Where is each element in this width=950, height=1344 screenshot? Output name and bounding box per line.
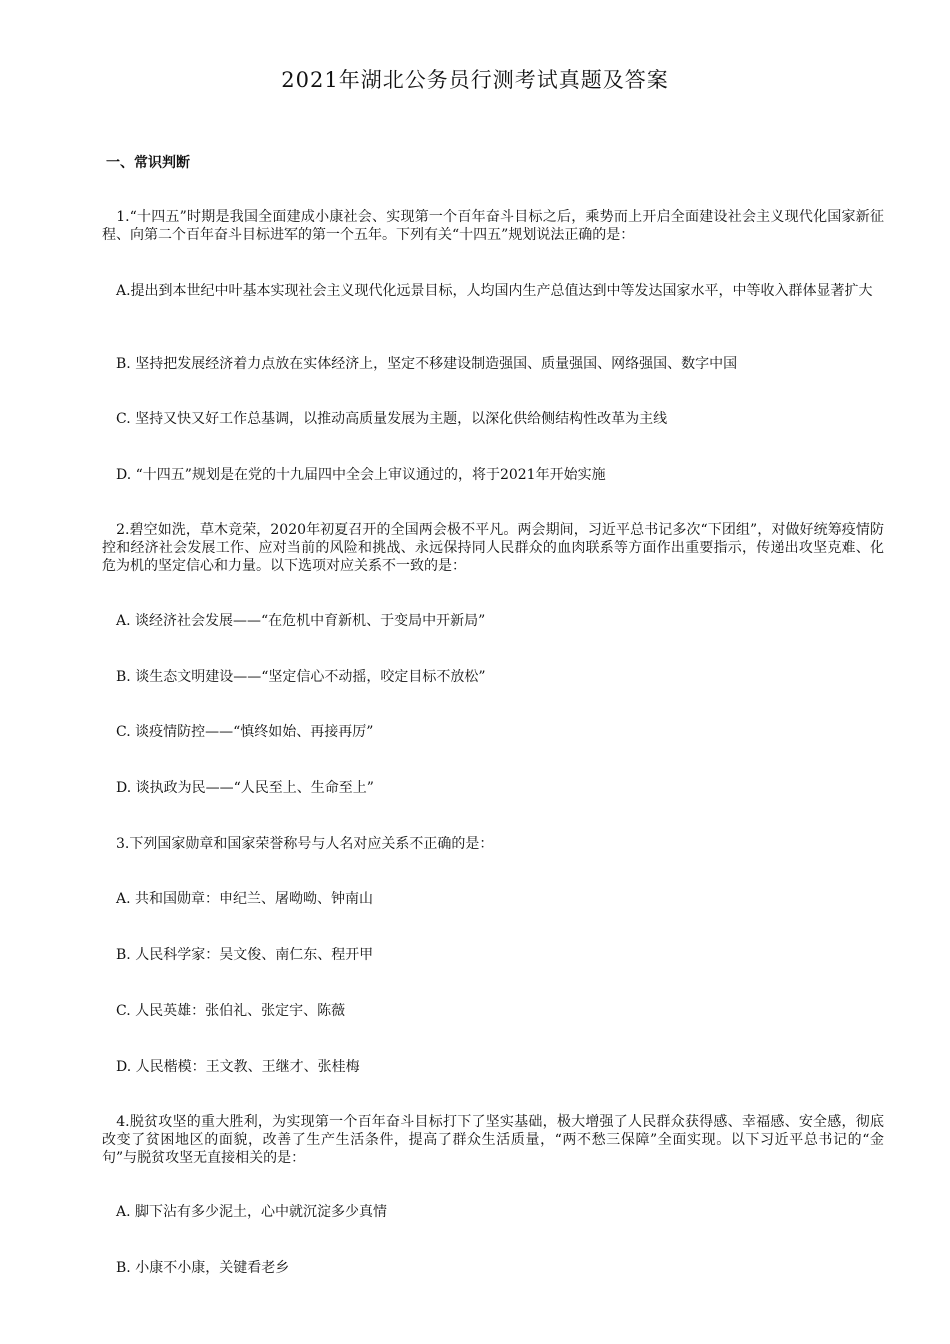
- question-1-option-a: A.提出到本世纪中叶基本实现社会主义现代化远景目标，人均国内生产总值达到中等发达国家水平，中等收入群体显著扩大: [102, 283, 873, 299]
- question-3-option-d: D. 人民楷模：王文教、王继才、张桂梅: [102, 1059, 360, 1075]
- question-4-option-a: A. 脚下沾有多少泥土，心中就沉淀多少真情: [102, 1204, 388, 1220]
- question-3-option-b: B. 人民科学家：吴文俊、南仁东、程开甲: [102, 947, 374, 963]
- question-3-option-c: C. 人民英雄：张伯礼、张定宇、陈薇: [102, 1003, 346, 1019]
- question-4-option-b: B. 小康不小康，关键看老乡: [102, 1260, 290, 1276]
- question-1-option-c: C. 坚持又快又好工作总基调，以推动高质量发展为主题，以深化供给侧结构性改革为主线: [102, 411, 668, 427]
- question-1-stem: 1.“十四五”时期是我国全面建成小康社会、实现第一个百年奋斗目标之后，乘势而上开启全面建设社会主义现代化国家新征程、向第二个百年奋斗目标进军的第一个五年。下列有关“十四五”规划说法正确的是：: [102, 209, 884, 243]
- question-3-option-a: A. 共和国勋章：申纪兰、屠呦呦、钟南山: [102, 891, 374, 907]
- question-2-option-a: A. 谈经济社会发展——“在危机中育新机、于变局中开新局”: [102, 613, 486, 629]
- document-title: 2021年湖北公务员行测考试真题及答案: [281, 68, 669, 92]
- question-2-stem: 2.碧空如洗，草木竞荣，2020年初夏召开的全国两会极不平凡。两会期间，习近平总书记多次“下团组”，对做好统筹疫情防控和经济社会发展工作、应对当前的风险和挑战、永远保持同人民群众的血肉联系等方面作出重要指示，传递出攻坚克难、化危为机的坚定信心和力量。以下选项对应关系不一致的是：: [102, 522, 884, 574]
- question-3-stem: 3.下列国家勋章和国家荣誉称号与人名对应关系不正确的是：: [102, 836, 494, 852]
- question-2-option-b: B. 谈生态文明建设——“坚定信心不动摇，咬定目标不放松”: [102, 669, 486, 685]
- question-1-option-d: D. “十四五”规划是在党的十九届四中全会上审议通过的，将于2021年开始实施: [102, 467, 606, 483]
- question-4-stem: 4.脱贫攻坚的重大胜利，为实现第一个百年奋斗目标打下了坚实基础，极大增强了人民群众获得感、幸福感、安全感，彻底改变了贫困地区的面貌，改善了生产生活条件，提高了群众生活质量，“两不愁三保障”全面实现。以下习近平总书记的“金句”与脱贫攻坚无直接相关的是：: [102, 1114, 884, 1166]
- question-1-option-b: B. 坚持把发展经济着力点放在实体经济上，坚定不移建设制造强国、质量强国、网络强国、数字中国: [102, 356, 738, 372]
- section-heading: 一、常识判断: [106, 155, 190, 171]
- question-2-option-d: D. 谈执政为民——“人民至上、生命至上”: [102, 780, 374, 796]
- question-2-option-c: C. 谈疫情防控——“慎终如始、再接再厉”: [102, 724, 374, 740]
